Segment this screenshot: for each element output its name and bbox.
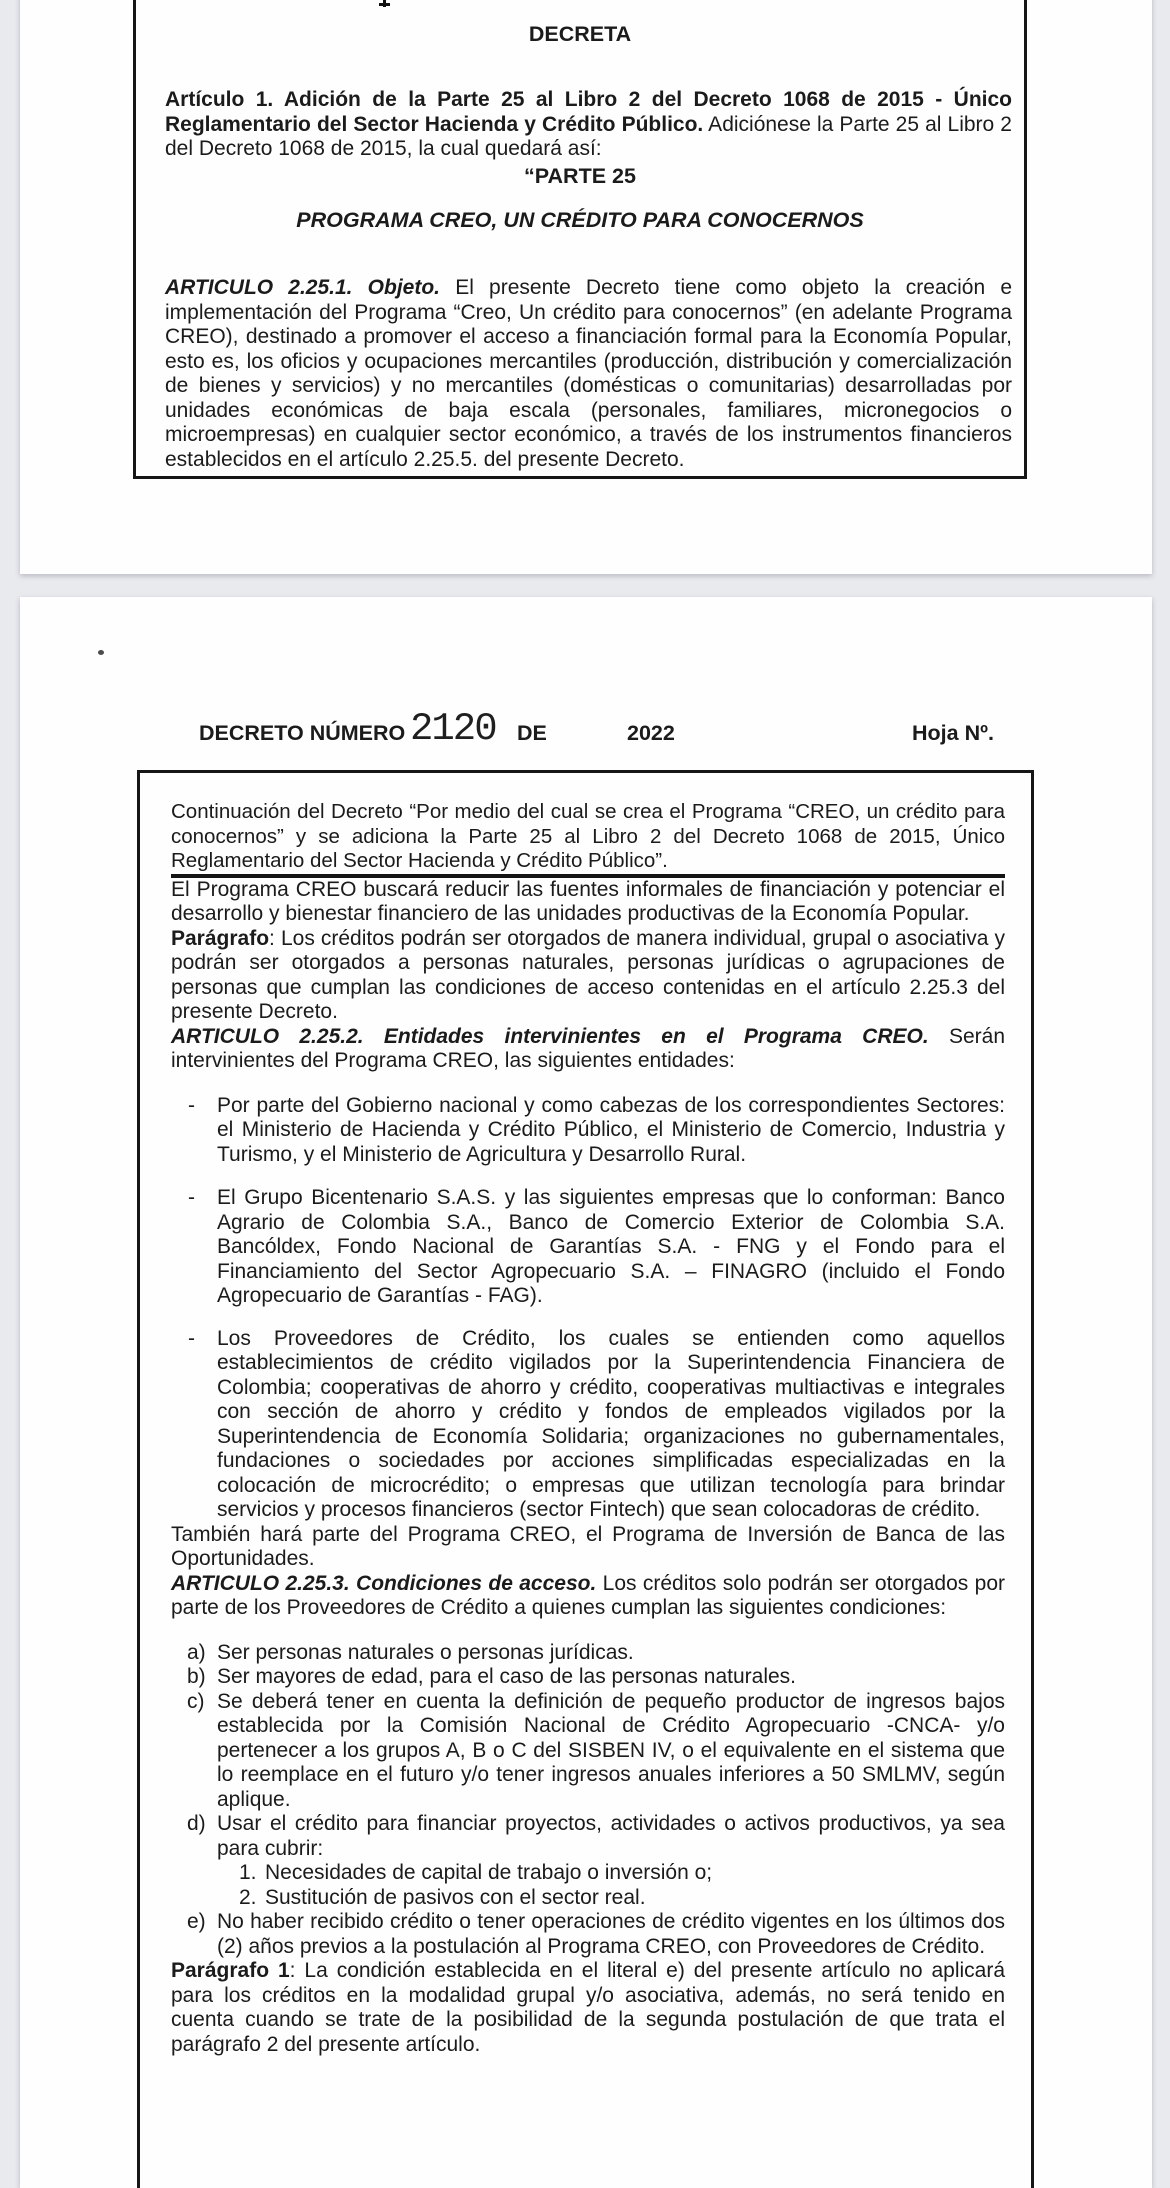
condition-d-subitem-1: 1. Necesidades de capital de trabajo o inversión o; (239, 1861, 713, 1884)
entity-bullet-gobierno: - Por parte del Gobierno nacional y como cabezas de los correspondientes Sectores: el Ministerio de Hacienda y Crédito Público, el Ministerio de Comercio, Industria y Turismo, y el Ministerio de Agricultura y Desarrollo Rural. (188, 1093, 1005, 1166)
articulo-2-25-1-lead: ARTICULO 2.25.1. Objeto. (165, 276, 441, 299)
continuacion-notice: Continuación del Decreto “Por medio del cual se crea el Programa “CREO, un crédito para conocernos” y se adiciona la Parte 25 al Libro 2 del Decreto 1068 de 2015, Único Reglamentario del Sector Hacienda y Crédito Público”. (171, 800, 1005, 872)
paragrafo-1-lead: Parágrafo 1 (171, 1959, 290, 1982)
articulo-1-paragraph (165, 88, 1012, 162)
paragrafo-1-paragraph (171, 1959, 1005, 2057)
articulo-1-lead: Artículo 1. Adición de la Parte 25 al Libro 2 del Decreto 1068 de 2015 - Único Reglamentario del Sector Hacienda y Crédito Público. (165, 88, 1012, 136)
condition-d-subitem-2: 2. Sustitución de pasivos con el sector real. (239, 1885, 646, 1909)
articulo-2-25-3-paragraph (171, 1572, 1005, 1621)
articulo-2-25-1-paragraph (165, 276, 1012, 472)
hoja-number-label: Hoja Nº. (912, 721, 994, 745)
dash-bullet-marker: - (188, 1093, 195, 1117)
programa-creo-heading: PROGRAMA CREO, UN CRÉDITO PARA CONOCERNOS (296, 208, 864, 232)
scan-speck (98, 650, 104, 655)
condition-e: e) No haber recibido crédito o tener operaciones de crédito vigentes en los últimos dos (2) años previos a la postulación al Programa CREO, con Proveedores de Crédito. (187, 1910, 1005, 1958)
articulo-2-25-1-rest: El presente Decreto tiene como objeto la creación e implementación del Programa “Creo, Un crédito para conocernos” (en adelante Programa CREO), destinado a promover el acceso a financiación formal para la Economía Popular, esto es, los oficios y ocupaciones mercantiles (producción, distribución y comercialización de bienes y servicios) y no mercantiles (domésticas o comunitarias) desarrolladas por unidades económicas de baja escala (personales, familiares, micronegocios o microempresas) en cualquier sector económico, a través de los instrumentos financieros establecidos en el artículo 2.25.5. del presente Decreto. (165, 276, 1013, 471)
dash-bullet-marker: - (188, 1326, 195, 1350)
articulo-2-25-2-lead: ARTICULO 2.25.2. Entidades intervinientes en el Programa CREO. (171, 1024, 929, 1048)
condition-c: c) Se deberá tener en cuenta la definición de pequeño productor de ingresos bajos establecida por la Comisión Nacional de Crédito Agropecuario -CNCA- y/o pertenecer a los grupos A, B o C del SISBEN IV, o el equivalente en el sistema que lo reemplace en el futuro y/o tener ingresos anuales inferiores a 50 SMLMV, según aplique. (187, 1689, 1005, 1811)
entity-bullet-proveedores: - Los Proveedores de Crédito, los cuales se entienden como aquellos establecimientos de crédito vigilados por la Superintendencia Financiera de Colombia; cooperativas de ahorro y crédito, cooperativas multiactivas e integrales con sección de ahorro y crédito y fondos de empleados vigilados por la Superintendencia de Economía Solidaria; organizaciones no gubernamentales, fundaciones o sociedades por acciones simplificadas especializadas en la colocación de microcrédito; o empresas que utilizan tecnología para brindar servicios y procesos financieros (sector Fintech) que sean colocadoras de crédito. (188, 1326, 1005, 1521)
paragrafo-1-rest: : La condición establecida en el literal e) del presente artículo no aplicará para los créditos en la modalidad grupal y/o asociativa, además, no será tenido en cuenta cuando se trate de la posibilidad de la segunda postulación de que trata el parágrafo 2 del presente artículo. (171, 1959, 1005, 2056)
decree-page-2 (20, 597, 1152, 2188)
condition-b: b) Ser mayores de edad, para el caso de las personas naturales. (187, 1665, 797, 1688)
condition-d: d) Usar el crédito para financiar proyectos, actividades o activos productivos, ya sea para cubrir: (187, 1812, 1005, 1860)
paragrafo-paragraph (171, 927, 1005, 1025)
parte-25-heading: “PARTE 25 (524, 164, 636, 188)
articulo-2-25-3-rest: Los créditos solo podrán ser otorgados por parte de los Proveedores de Crédito a quienes cumplan las siguientes condiciones: (171, 1571, 1005, 1619)
articulo-2-25-2-rest: Serán intervinientes del Programa CREO, las siguientes entidades: (171, 1024, 1005, 1072)
decree-page-1 (20, 0, 1152, 574)
entity-bullet-grupo-bicentenario: - El Grupo Bicentenario S.A.S. y las siguientes empresas que lo conforman: Banco Agrario de Colombia S.A., Banco de Comercio Exterior de Colombia S.A. Bancóldex, Fondo Nacional de Garantías S.A. - FNG y el Fondo para el Financiamiento del Sector Agropecuario S.A. – FINAGRO (incluido el Fondo Agropecuario de Garantías - FAG). (188, 1186, 1005, 1307)
year-label: 2022 (627, 721, 675, 745)
page2-content-box (137, 770, 1034, 2188)
condition-a: a) Ser personas naturales o personas jurídicas. (187, 1640, 634, 1664)
decreta-heading: DECRETA (528, 22, 632, 46)
articulo-1-rest: Adiciónese la Parte 25 al Libro 2 del Decreto 1068 de 2015, la cual quedará así: (165, 112, 1012, 160)
conditions-list (171, 1641, 1005, 1960)
paragrafo-lead: Parágrafo (171, 926, 270, 950)
programa-goal-paragraph: El Programa CREO buscará reducir las fuentes informales de financiación y potenciar el desarrollo y bienestar financiero de las unidades productivas de la Economía Popular. (171, 877, 1005, 925)
dash-bullet-marker: - (188, 1186, 195, 1209)
articulo-2-25-3-lead: ARTICULO 2.25.3. Condiciones de acceso. (171, 1571, 597, 1595)
de-label: DE (517, 721, 547, 745)
paragrafo-rest: : Los créditos podrán ser otorgados de manera individual, grupal o asociativa y podrán ser otorgados a personas naturales, personas jurídicas o agrupaciones de personas que cumplan las condiciones de acceso contenidas en el artículo 2.25.3 del presente Decreto. (171, 926, 1005, 1023)
tambien-paragraph: También hará parte del Programa CREO, el Programa de Inversión de Banca de las Oportunidades. (171, 1522, 1005, 1570)
decreto-number-stamp: 2120 (410, 707, 496, 751)
decreto-numero-label: DECRETO NÚMERO (199, 721, 406, 745)
articulo-2-25-2-paragraph (171, 1025, 1005, 1074)
